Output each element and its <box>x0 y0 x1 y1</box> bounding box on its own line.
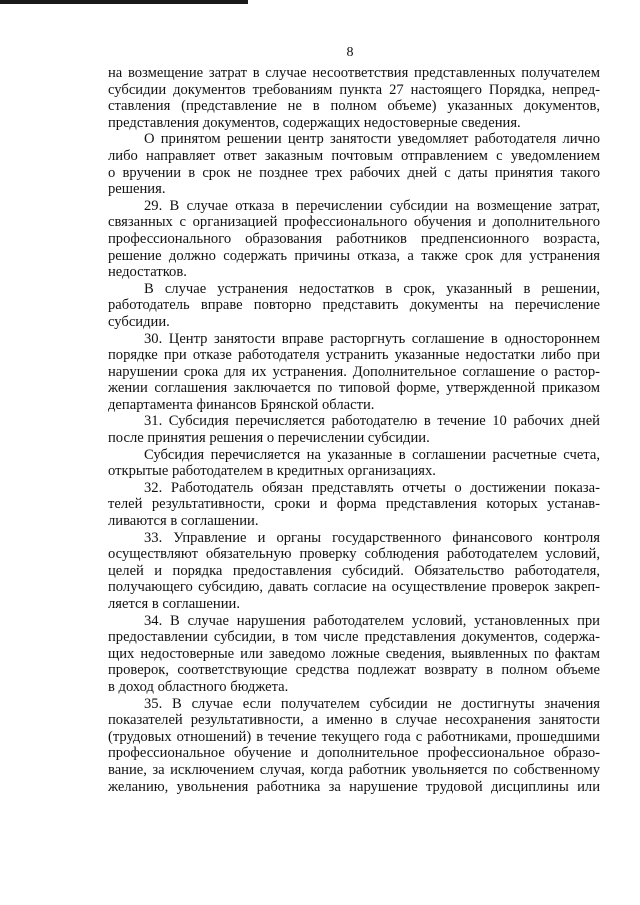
text-line: ставления (представление не в полном объеме) указанных документов, <box>108 98 600 115</box>
text-line: щих недостоверные или заведомо ложные сведения, выявленных по фактам <box>108 645 600 662</box>
paragraph-clause-34 <box>108 613 600 696</box>
text-line: желанию, увольнения работника за нарушение трудовой дисциплины или <box>108 778 600 795</box>
text-line: получающего субсидию, давать согласие на осуществление проверок закреп- <box>108 579 600 596</box>
paragraph-clause-29 <box>108 198 600 281</box>
document-body <box>108 65 600 795</box>
text-line: ливаются в соглашении. <box>108 513 259 530</box>
text-line: о вручении в срок не позднее трех рабочих дней с даты принятия такого <box>108 164 600 181</box>
text-line: вание, за исключением случая, когда работник увольняется по собственному <box>108 761 600 778</box>
text-line: В случае устранения недостатков в срок, указанный в решении, <box>144 280 600 297</box>
text-line: 35. В случае если получателем субсидии не достигнуты значения <box>144 695 600 712</box>
text-line: недостатков. <box>108 264 187 281</box>
paragraph-2 <box>108 131 600 197</box>
text-line: нарушении срока для их устранения. Дополнительное соглашение о растор- <box>108 363 600 380</box>
text-line: профессиональное обучение и дополнительное профессиональное образо- <box>108 745 600 762</box>
text-line: 32. Работодатель обязан представлять отчеты о достижении показа- <box>144 479 600 496</box>
text-line: решения. <box>108 181 166 198</box>
paragraph-clause-31 <box>108 413 600 446</box>
paragraph-clause-33 <box>108 530 600 613</box>
top-rule <box>0 0 248 4</box>
text-line: О принятом решении центр занятости уведомляет работодателя лично <box>144 131 600 148</box>
text-line: субсидии документов требованиям пункта 27 настоящего Порядка, непред- <box>108 81 600 98</box>
text-line: 33. Управление и органы государственного финансового контроля <box>144 529 600 546</box>
text-line: ляется в соглашении. <box>108 596 240 612</box>
text-line: профессионального образования работников предпенсионного возраста, <box>108 230 600 247</box>
text-line: 30. Центр занятости вправе расторгнуть соглашение в одностороннем <box>144 330 600 347</box>
text-line: департамента финансов Брянской области. <box>108 396 375 413</box>
paragraph-clause-30 <box>108 331 600 414</box>
text-line: показателей результативности, а именно в случае несохранения занятости <box>108 712 600 729</box>
text-line: открытые работодателем в кредитных организациях. <box>108 463 436 480</box>
paragraph-clause-32 <box>108 480 600 530</box>
text-line: представления документов, содержащих недостоверные сведения. <box>108 114 521 131</box>
text-line: проверок, соответствующие средства подлежат возврату в полном объеме <box>108 662 600 679</box>
text-line: (трудовых отношений) в течение текущего года с работниками, прошедшими <box>108 728 600 745</box>
text-line: решение должно содержать причины отказа, а также срок для устранения <box>108 247 600 264</box>
paragraph-7 <box>108 447 600 480</box>
text-line: осуществляют обязательную проверку соблюдения работодателем условий, <box>108 546 600 563</box>
text-line: либо направляет ответ заказным почтовым отправлением с уведомлением <box>108 147 600 164</box>
text-line: субсидии. <box>108 313 170 330</box>
text-line: телей результативности, сроки и форма представления которых устанав- <box>108 496 600 513</box>
text-line: на возмещение затрат в случае несоответствия представленных получателем <box>108 65 600 81</box>
paragraph-4 <box>108 281 600 331</box>
paragraph-clause-35 <box>108 696 600 796</box>
page-number: 8 <box>346 45 354 60</box>
text-line: Субсидия перечисляется на указанные в соглашении расчетные счета, <box>144 446 600 463</box>
text-line: 34. В случае нарушения работодателем условий, установленных при <box>144 612 600 629</box>
text-line: 31. Субсидия перечисляется работодателю в течение 10 рабочих дней <box>144 413 600 430</box>
text-line: 29. В случае отказа в перечислении субсидии на возмещение затрат, <box>144 197 600 214</box>
text-line: целей и порядка предоставления субсидий. Обязательство работодателя, <box>108 562 600 579</box>
paragraph-1 <box>108 65 600 131</box>
text-line: в доход областного бюджета. <box>108 678 289 695</box>
text-line: предоставлении субсидии, в том числе представления документов, содержа- <box>108 629 600 646</box>
text-line: жении соглашения заключается по типовой форме, утвержденной приказом <box>108 380 600 397</box>
text-line: связанных с организацией профессионального обучения и дополнительного <box>108 214 600 231</box>
text-line: работодатель вправе повторно представить документы на перечисление <box>108 297 600 314</box>
text-line: после принятия решения о перечислении субсидии. <box>108 430 430 447</box>
text-line: порядке при отказе работодателя устранить указанные недостатки либо при <box>108 347 600 364</box>
